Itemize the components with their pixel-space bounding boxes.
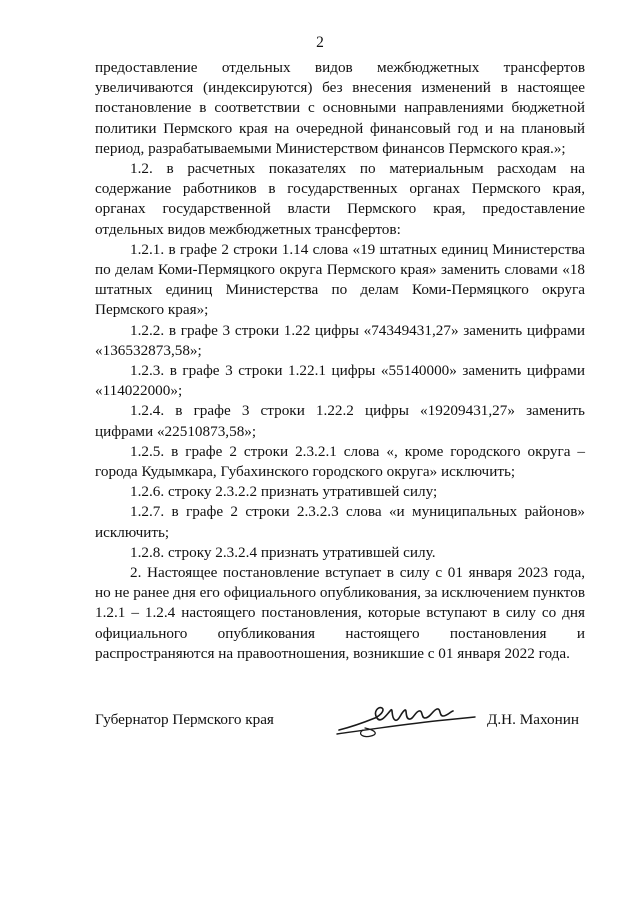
- paragraph-1-2-2: 1.2.2. в графе 3 строки 1.22 цифры «74349431,27» заменить цифрами «136532873,58»;: [95, 321, 585, 359]
- paragraph-1-2-4: 1.2.4. в графе 3 строки 1.22.2 цифры «19209431,27» заменить цифрами «22510873,58»;: [95, 402, 585, 440]
- signatory-title: Губернатор Пермского края: [95, 711, 274, 728]
- paragraph-1-2-5: 1.2.5. в графе 2 строки 2.3.2.1 слова «, кроме городского округа – города Кудымкара, Губахинского городского округа» исключить;: [95, 442, 585, 481]
- paragraph-1-2-6: 1.2.6. строку 2.3.2.2 признать утратившей силу;: [130, 483, 438, 501]
- paragraph-1-2-1: 1.2.1. в графе 2 строки 1.14 слова «19 штатных единиц Министерства по делам Коми-Пермяцкого округа Пермского края» заменить словами «18 штатных единиц Министерства по делам Коми-Пермяцкого округа Пермского края»;: [95, 240, 585, 319]
- signatory-name: Д.Н. Махонин: [487, 711, 579, 728]
- paragraph-1-2-3: 1.2.3. в графе 3 строки 1.22.1 цифры «55140000» заменить цифрами «114022000»;: [95, 362, 585, 400]
- paragraph-2: 2. Настоящее постановление вступает в силу с 01 января 2023 года, но не ранее дня его официального опубликования, за исключением пунктов 1.2.1 – 1.2.4 настоящего постановления, которые вступают в силу со дня официального опубликования настоящего постановления и распространяются на правоотношения, возникшие с 01 января 2022 года.: [95, 564, 585, 662]
- paragraph-1-2-8: 1.2.8. строку 2.3.2.4 признать утратившей силу.: [130, 543, 436, 561]
- document-body: [95, 58, 585, 664]
- handwritten-signature: [335, 700, 477, 744]
- paragraph-continuation: предоставление отдельных видов межбюджетных трансфертов увеличиваются (индексируются) без внесения изменений в настоящее постановление в соответствии с основными направлениями бюджетной политики Пермского края на очередной финансовый год и на плановый период, разрабатываемыми Министерством финансов Пермского края.»;: [95, 59, 585, 157]
- page-number: 2: [316, 34, 324, 51]
- paragraph-1-2: 1.2. в расчетных показателях по материальным расходам на содержание работников в государственных органах Пермского края, органах государственной власти Пермского края, предоставление отдельных видов межбюджетных трансфертов:: [95, 160, 585, 238]
- paragraph-1-2-7: 1.2.7. в графе 2 строки 2.3.2.3 слова «и муниципальных районов» исключить;: [95, 503, 585, 541]
